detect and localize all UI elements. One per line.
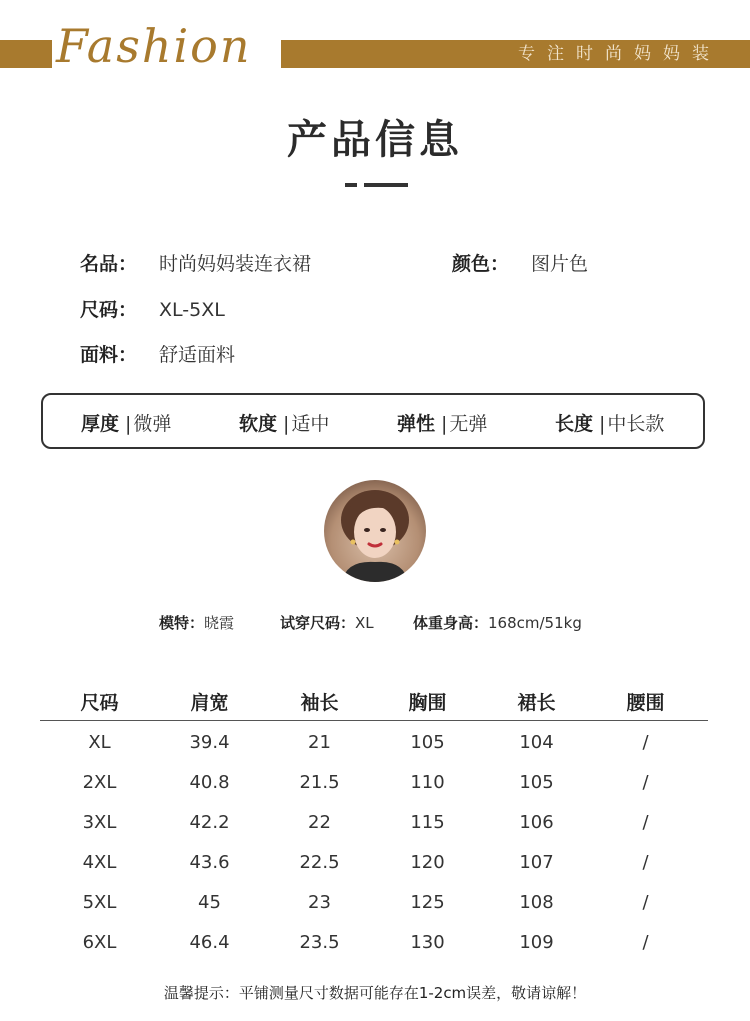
table-cell: XL	[88, 732, 111, 753]
spec-length: 长度 | 中长款	[555, 413, 665, 435]
table-cell: 105	[519, 772, 554, 793]
spec-elasticity: 弹性 | 无弹	[397, 413, 488, 435]
spec-value: 微弹	[133, 413, 172, 435]
table-cell: /	[642, 852, 649, 873]
spec-label: 软度	[239, 413, 278, 435]
table-cell: /	[642, 812, 649, 833]
table-cell: /	[642, 932, 649, 953]
info-fabric-label: 面料：	[80, 344, 138, 366]
table-cell: 40.8	[189, 772, 230, 793]
table-cell: 46.4	[189, 932, 230, 953]
spec-label: 厚度	[81, 413, 120, 435]
table-cell: 105	[410, 732, 445, 753]
table-cell: 4XL	[82, 852, 117, 873]
table-cell: 6XL	[82, 932, 117, 953]
table-cell: /	[642, 772, 649, 793]
info-size	[80, 295, 225, 322]
table-cell: 23.5	[299, 932, 340, 953]
table-row	[40, 920, 708, 960]
spec-thickness: 厚度 | 微弹	[81, 413, 172, 435]
info-color	[452, 249, 588, 276]
table-cell: 130	[410, 932, 445, 953]
info-fabric-value: 舒适面料	[159, 344, 236, 366]
model-body-label: 体重身高：	[413, 614, 489, 632]
table-cell: 22	[308, 812, 331, 833]
table-cell: 120	[410, 852, 445, 873]
table-cell: 106	[519, 812, 554, 833]
table-cell: 45	[198, 892, 221, 913]
header-bar-left	[0, 40, 52, 68]
column-header: 尺码	[80, 692, 119, 714]
table-cell: 23	[308, 892, 331, 913]
title-divider-long	[364, 183, 408, 187]
table-cell: 3XL	[82, 812, 117, 833]
header-tagline: 专注时尚妈妈装	[518, 44, 721, 64]
table-cell: 109	[519, 932, 554, 953]
table-cell: 108	[519, 892, 554, 913]
table-cell: 104	[519, 732, 554, 753]
table-cell: 43.6	[189, 852, 230, 873]
spec-label: 弹性	[397, 413, 436, 435]
model-size	[280, 612, 374, 633]
column-header: 袖长	[300, 692, 339, 714]
size-table-header	[40, 684, 708, 720]
spec-value: 适中	[291, 413, 330, 435]
info-color-value: 图片色	[531, 253, 589, 275]
spec-value: 无弹	[449, 413, 488, 435]
table-cell: 21.5	[299, 772, 340, 793]
table-row	[40, 880, 708, 920]
table-cell: 42.2	[189, 812, 230, 833]
info-color-label: 颜色：	[452, 253, 510, 275]
table-cell: 107	[519, 852, 554, 873]
table-cell: 5XL	[82, 892, 117, 913]
info-name-value: 时尚妈妈装连衣裙	[159, 253, 312, 275]
table-cell: 39.4	[189, 732, 230, 753]
info-size-value: XL-5XL	[159, 299, 225, 321]
info-fabric	[80, 340, 235, 367]
page-title: 产品信息	[287, 116, 463, 163]
table-row	[40, 720, 708, 760]
model-portrait-icon	[324, 480, 426, 582]
model-avatar	[324, 480, 426, 582]
table-cell: 21	[308, 732, 331, 753]
table-cell: 125	[410, 892, 445, 913]
column-header: 肩宽	[190, 692, 229, 714]
table-row	[40, 840, 708, 880]
size-table	[40, 684, 708, 960]
brand-logo-text: Fashion	[56, 19, 252, 73]
info-name	[80, 249, 311, 276]
table-cell: 115	[410, 812, 445, 833]
title-divider-short	[345, 183, 357, 187]
specs-box	[41, 393, 705, 449]
model-size-value: XL	[355, 614, 374, 632]
spec-softness: 软度 | 适中	[239, 413, 330, 435]
model-name-value: 晓霞	[204, 614, 235, 632]
table-row	[40, 800, 708, 840]
model-name	[159, 612, 234, 633]
table-cell: 110	[410, 772, 445, 793]
table-cell: 2XL	[82, 772, 117, 793]
info-name-label: 名品：	[80, 253, 138, 275]
table-cell: /	[642, 892, 649, 913]
model-body-value: 168cm/51kg	[488, 614, 582, 632]
table-row	[40, 760, 708, 800]
column-header: 腰围	[626, 692, 665, 714]
column-header: 裙长	[517, 692, 556, 714]
table-cell: /	[642, 732, 649, 753]
table-cell: 22.5	[299, 852, 340, 873]
column-header: 胸围	[408, 692, 447, 714]
model-size-label: 试穿尺码：	[280, 614, 356, 632]
model-body	[413, 612, 582, 633]
measurement-tip: 温馨提示：平铺测量尺寸数据可能存在1-2cm误差，敬请谅解！	[163, 984, 587, 1002]
model-name-label: 模特：	[159, 614, 205, 632]
info-size-label: 尺码：	[80, 299, 138, 321]
spec-value: 中长款	[607, 413, 665, 435]
spec-label: 长度	[555, 413, 594, 435]
